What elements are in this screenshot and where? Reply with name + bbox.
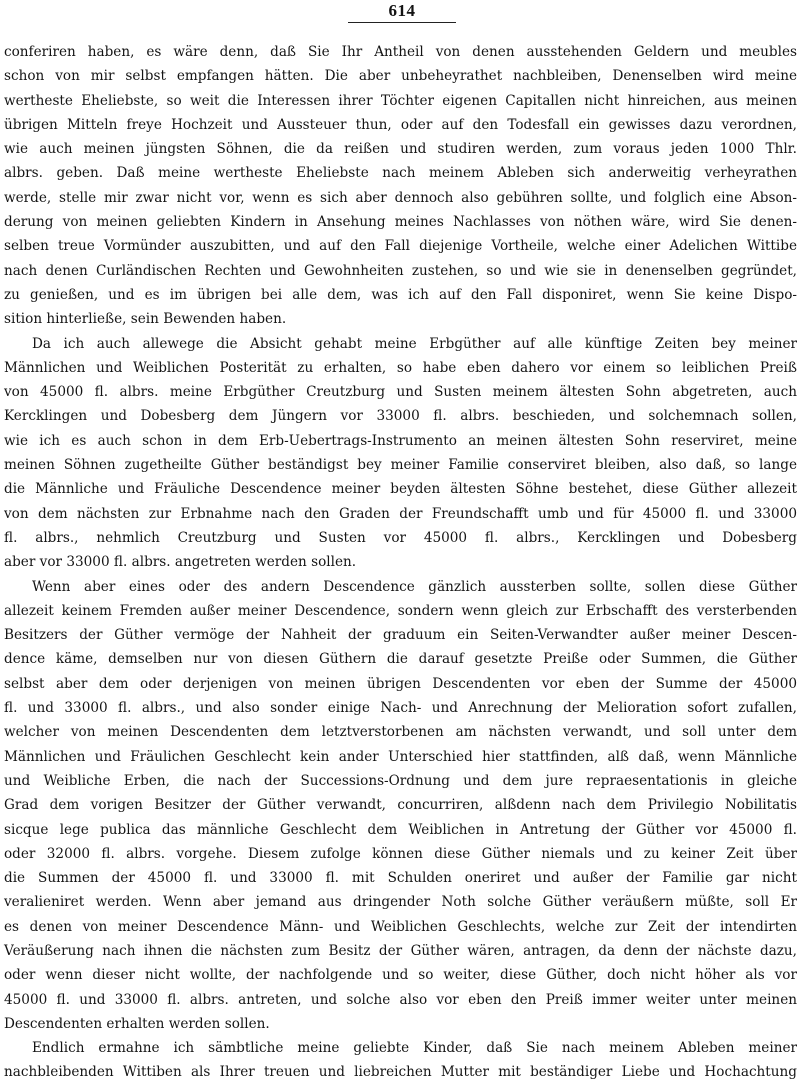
text-line: übrigen Mitteln freye Hochzeit und Aussteuer thun, oder auf den Todesfall ein gewisses dazu verordnen,	[4, 116, 797, 133]
text-line: oder wenn dieser nicht wollte, der nachfolgende und so weiter, diese Güther, doch nicht höher als vor	[4, 967, 797, 984]
text-line: conferiren haben, es wäre denn, daß Sie Ihr Antheil von denen ausstehenden Geldern und meubles	[4, 44, 797, 60]
text-line: welcher von meinen Descendenten dem letztverstorbenen am nächsten verwandt, und soll unter dem	[4, 724, 797, 741]
text-line: dence käme, demselben nur von diesen Güthern die darauf gesetzte Preiße oder Summen, die Güther	[4, 651, 797, 668]
text-line: Männlichen und Weiblichen Posterität zu erhalten, so habe eben dahero vor einem so leiblichen Preiß	[4, 359, 797, 376]
page-number: 614	[388, 1, 416, 20]
text-line: zu genießen, und es im übrigen bei alle dem, was ich auf den Fall disponiret, wenn Sie keine Dispo-	[4, 286, 797, 303]
text-line: selben treue Vormünder auszubitten, und auf den Fall diejenige Vortheile, welche einer Adelichen Wittibe	[4, 238, 797, 255]
text-line: Kercklingen und Dobesberg dem Jüngern vor 33000 fl. albrs. beschieden, und solchemnach sollen,	[4, 408, 797, 425]
text-line: wie ich es auch schon in dem Erb-Uebertrags-Instrumento an meinen ältesten Sohn reserviret, meine	[4, 432, 797, 449]
text-line: fl. und 33000 fl. albrs., und also sonder einige Nach- und Anrechnung der Melioration sofort zufallen,	[4, 700, 797, 717]
text-line: wie auch meinen jüngsten Söhnen, die da reißen und studiren werden, zum voraus jeden 1000 Thlr.	[4, 141, 797, 158]
header-rule	[348, 22, 456, 23]
text-line: die Männliche und Fräuliche Descendence meiner beyden ältesten Söhne bestehet, diese Güther allezeit	[4, 481, 797, 498]
text-line: schon von mir selbst empfangen hätten. Die aber unbeheyrathet nachbleiben, Denenselben wird meine	[4, 68, 797, 85]
text-line: veralieniret werden. Wenn aber jemand aus dringender Noth solche Güther veräußern müßte, soll Er	[4, 894, 797, 911]
text-line: sicque lege publica das männliche Geschlecht dem Weiblichen in Antretung der Güther vor 45000 fl.	[4, 821, 797, 838]
text-line: werde, stelle mir zwar nicht vor, wenn es sich aber dennoch also gebühren sollte, und folglich eine Abson-	[4, 189, 797, 206]
text-line: wertheste Eheliebste, so weit die Interessen ihrer Töchter eigenen Capitallen nicht hinreichen, aus meinen	[4, 92, 797, 109]
text-line: von 45000 fl. albrs. meine Erbgüther Creutzburg und Susten meinem ältesten Sohn abgetreten, auch	[4, 384, 797, 401]
text-line: Männlichen und Fräulichen Geschlecht kein ander Unterschied hier stattfinden, alß daß, wenn Männliche	[4, 748, 797, 765]
text-line: Wenn aber eines oder des andern Descendence gänzlich aussterben sollte, sollen diese Güther	[32, 578, 797, 595]
text-line: derung von meinen geliebten Kindern in Ansehung meines Nachlasses von nöthen wäre, wird Sie denen-	[4, 214, 797, 231]
text-line: es denen von meiner Descendence Männ- und Weiblichen Geschlechts, welche zur Zeit der intendirten	[4, 918, 797, 935]
text-line: oder 32000 fl. albrs. vorgehe. Diesem zufolge können diese Güther niemals und zu keiner Zeit über	[4, 845, 797, 862]
text-line: die Summen der 45000 fl. und 33000 fl. mit Schulden oneriret und außer der Familie gar nicht	[4, 870, 797, 887]
text-line: von dem nächsten zur Erbnahme nach den Graden der Freundschafft umb und für 45000 fl. und 33000	[4, 505, 797, 522]
text-line: sition hinterließe, sein Bewenden haben.	[4, 311, 287, 328]
text-line: selbst aber dem oder derjenigen von meinen übrigen Descendenten vor eben der Summe der 45000	[4, 675, 797, 692]
text-line: allezeit keinem Fremden außer meiner Descendence, sondern wenn gleich zur Erbschafft des versterbenden	[4, 602, 797, 619]
text-line: Da ich auch allewege die Absicht gehabt meine Erbgüther auf alle künftige Zeiten bey meiner	[32, 335, 797, 352]
body-text	[4, 40, 797, 1085]
text-line: fl. albrs., nehmlich Creutzburg und Susten vor 45000 fl. albrs., Kercklingen und Dobesberg	[4, 529, 797, 546]
text-line: meinen Söhnen zugetheilte Güther beständigst bey meiner Familie conserviret bleiben, also daß, so lange	[4, 457, 797, 474]
text-line: Descendenten erhalten werden sollen.	[4, 1015, 270, 1032]
text-line: und Weibliche Erben, die nach der Successions-Ordnung und dem jure repraesentationis in gleiche	[4, 772, 797, 789]
text-line: Besitzers der Güther vermöge der Nahheit der graduum ein Seiten-Verwandter außer meiner Descen-	[4, 627, 797, 644]
text-line: Endlich ermahne ich sämbtliche meine geliebte Kinder, daß Sie nach meinem Ableben meiner	[32, 1040, 797, 1057]
text-line: nachbleibenden Wittiben als Ihrer treuen und liebreichen Mutter mit beständiger Liebe und Hochachtung	[4, 1064, 797, 1081]
text-line: aber vor 33000 fl. albrs. angetreten werden sollen.	[4, 554, 357, 571]
text-line: albrs. geben. Daß meine wertheste Eheliebste nach meinem Ableben sich anderweitig verheyrathen	[4, 165, 797, 182]
text-line: 45000 fl. und 33000 fl. albrs. antreten, und solche also vor eben den Preiß immer weiter unter meinen	[4, 991, 797, 1008]
text-line: Grad dem vorigen Besitzer der Güther verwandt, concurriren, alßdenn nach dem Privilegio Nobilitatis	[4, 797, 797, 814]
text-line: nach denen Curländischen Rechten und Gewohnheiten zustehen, so und wie sie in denenselben gegründet,	[4, 262, 797, 279]
text-line: Veräußerung nach ihnen die nächsten zum Besitz der Güther wären, antragen, da denn der nächste dazu,	[4, 942, 797, 959]
